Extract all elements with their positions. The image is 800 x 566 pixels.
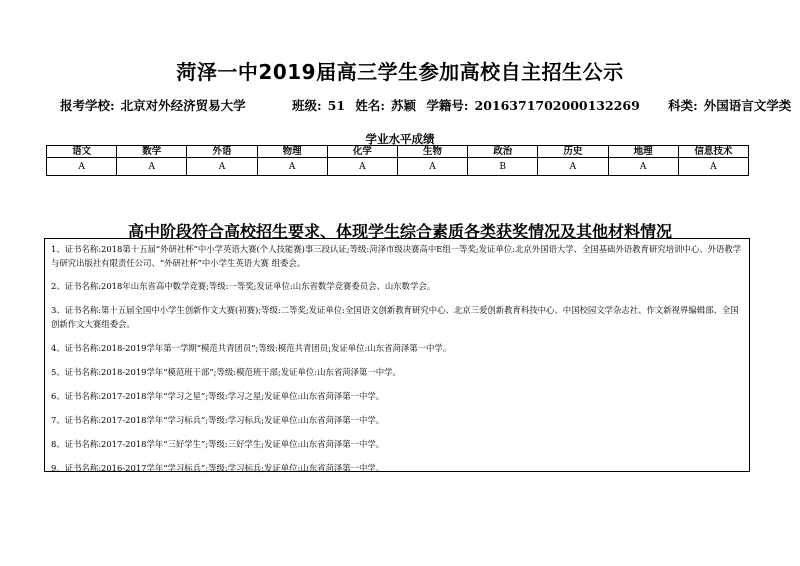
header-cell: 政治 [468, 146, 538, 158]
scores-value-row [47, 158, 749, 176]
grade-cell: A [257, 158, 327, 176]
header-cell: 生物 [397, 146, 467, 158]
header-cell: 地理 [608, 146, 678, 158]
school-value: 北京对外经济贸易大学 [120, 98, 246, 113]
name-label: 姓名: [355, 98, 386, 113]
grade-cell: A [327, 158, 397, 176]
award-item: 7、证书名称:2017-2018学年“学习标兵”;等级:学习标兵;发证单位:山东省菏泽第一中学。 [51, 415, 385, 425]
class-value: 51 [327, 98, 346, 113]
header-cell: 信息技术 [678, 146, 748, 158]
grade-cell: A [187, 158, 257, 176]
award-item: 8、证书名称:2017-2018学年“三好学生”;等级:三好学生;发证单位:山东省菏泽第一中学。 [51, 439, 385, 449]
subject-label: 科类: [668, 98, 698, 113]
subject-value: 外国语言文学类 [703, 98, 792, 113]
award-item: 9、证书名称:2016-2017学年“学习标兵”;等级:学习标兵;发证单位:山东省菏泽第一中学。 [51, 463, 385, 473]
header-cell: 语文 [47, 146, 117, 158]
awards-box [44, 238, 750, 472]
awards-section-title: 高中阶段符合高校招生要求、体现学生综合素质各类获奖情况及其他材料情况 [127, 222, 672, 241]
scores-section-title: 学业水平成绩 [365, 132, 435, 146]
grade-cell: A [397, 158, 467, 176]
school-label: 报考学校: [60, 98, 115, 113]
grade-cell: A [608, 158, 678, 176]
header-cell: 外语 [187, 146, 257, 158]
student-info-line [60, 96, 792, 114]
grade-cell: A [538, 158, 608, 176]
scores-header-row [47, 146, 749, 158]
award-item: 5、证书名称:2018-2019学年“模范班干部”;等级:模范班干部;发证单位:山东省菏泽第一中学。 [51, 367, 401, 377]
grade-cell: A [117, 158, 187, 176]
award-item: 4、证书名称:2018-2019学年第一学期“模范共青团员”;等级:模范共青团员;发证单位:山东省菏泽第一中学。 [51, 343, 452, 353]
award-item: 1、证书名称:2018第十五届“外研社杯”中小学英语大赛(个人技能赛)事三段认证;等级:菏泽市级决赛高中E组一等奖;发证单位:北京外国语大学、全国基础外语教育研究培训中心、外语教学与研究出版社有限责任公司、“外研社杯”中小学生英语大赛 组委会。 [51, 244, 742, 268]
header-cell: 历史 [538, 146, 608, 158]
award-item: 3、证书名称:第十五届全国中小学生创新作文大赛(初赛);等级:二等奖;发证单位:全国语文创新教育研究中心、北京三爱创新教育科技中心、中国校园文学杂志社、作文新视界编辑部、全国创新作文大赛组委会。 [51, 305, 739, 329]
header-cell: 数学 [117, 146, 187, 158]
grade-cell: A [678, 158, 748, 176]
id-value: 2016371702000132269 [474, 98, 640, 113]
grade-cell: A [47, 158, 117, 176]
award-item: 6、证书名称:2017-2018学年“学习之星”;等级:学习之星;发证单位:山东省菏泽第一中学。 [51, 391, 385, 401]
scores-table [46, 145, 749, 176]
header-cell: 化学 [327, 146, 397, 158]
name-value: 苏颖 [391, 98, 417, 113]
grade-cell: B [468, 158, 538, 176]
award-item: 2、证书名称:2018年山东省高中数学竞赛;等级:一等奖;发证单位:山东省数学竞赛委员会、山东数学会。 [51, 281, 436, 291]
header-cell: 物理 [257, 146, 327, 158]
document-title: 菏泽一中2019届高三学生参加高校自主招生公示 [176, 60, 624, 84]
class-label: 班级: [292, 98, 322, 113]
id-label: 学籍号: [426, 98, 469, 113]
